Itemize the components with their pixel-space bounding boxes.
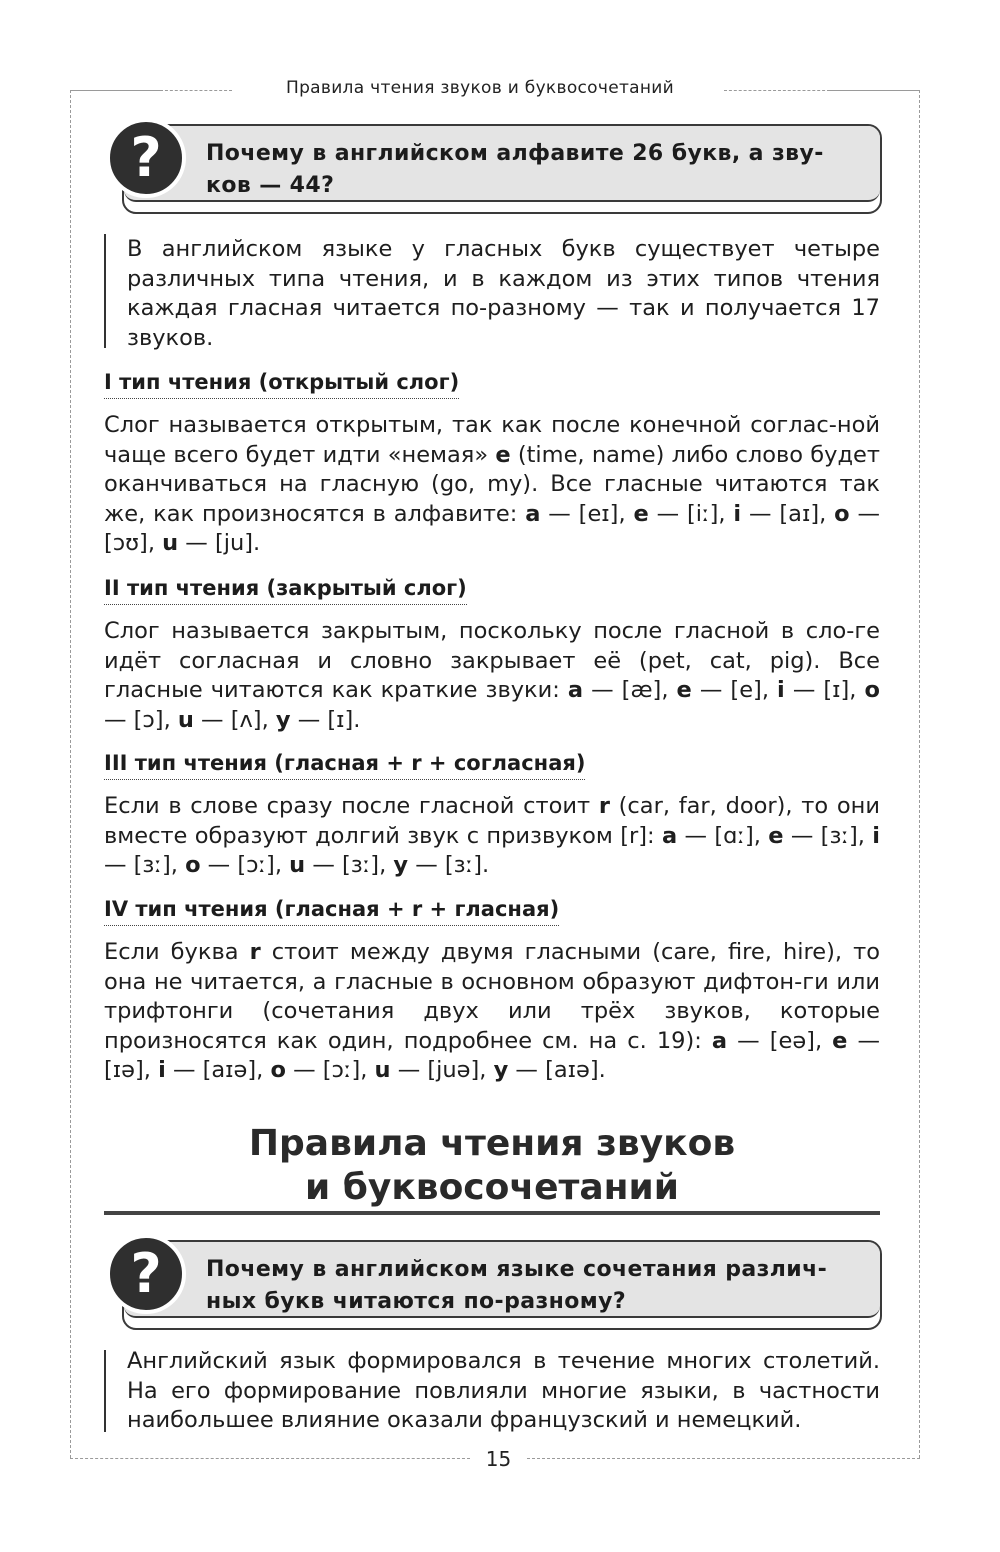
frame-bottom-left — [70, 1458, 470, 1459]
frame-top-right — [830, 90, 920, 91]
section-rule — [104, 1211, 880, 1215]
frame-right — [919, 90, 920, 1458]
outro-paragraph: Английский язык формировался в течение многих столетий. На его формирование повлияли многие языки, в частности наибольшее влияние оказали французский и немецкий. — [127, 1348, 880, 1434]
question-icon: ? — [106, 118, 186, 198]
page-number: 15 — [485, 1447, 512, 1471]
frame-left — [70, 90, 71, 1458]
intro-paragraph: В английском языке у гласных букв существует четыре различных типа чтения, и в каждом из этих типов чтения каждая гласная читается по-разному — так и получается 17 звуков. — [127, 236, 880, 351]
type-3-heading: III тип чтения (гласная + r + согласная) — [104, 749, 585, 780]
question-1-text: Почему в английском алфавите 26 букв, а зву- ков — 44? — [206, 141, 824, 198]
question-icon: ? — [106, 1234, 186, 1314]
outro-bar — [104, 1350, 106, 1432]
intro-bar — [104, 234, 106, 348]
section-title — [104, 1122, 880, 1210]
type-2-heading: II тип чтения (закрытый слог) — [104, 574, 467, 605]
frame-top-left — [70, 90, 160, 91]
section-title-line-1: Правила чтения звуков — [248, 1123, 736, 1164]
type-1-body: Слог называется открытым, так как после конечной соглас-ной чаще всего будет идти «немая» e (time, name) либо слово будет оканчиваться на гласную (go, my). Все гласные читаются так же, как произносятся в алфавите: a — [eɪ], e — [iː], i — [aɪ], o — [ɔʊ], u — [ju]. — [104, 412, 880, 557]
running-head: Правила чтения звуков и буквосочетаний — [285, 78, 675, 98]
type-4-body: Если буква r стоит между двумя гласными (care, fire, hire), то она не читается, а гласные в основном образуют дифтон-ги или трифтонги (сочетания двух или трёх звуков, которые произносятся как один, подробнее см. на с. 19): a — [eə], e — [ɪə], i — [aɪə], o — [ɔː], u — [juə], y — [aɪə]. — [104, 939, 881, 1084]
section-title-line-2: и буквосочетаний — [305, 1167, 679, 1208]
question-box-2 — [122, 1240, 882, 1330]
type-3-body: Если в слове сразу после гласной стоит r (car, far, door), то они вместе образуют долгий звук с призвуком [r]: a — [ɑː], e — [ɜː], i — [ɜː], o — [ɔː], u — [ɜː], y — [ɜː]. — [104, 793, 880, 879]
frame-bottom-right — [527, 1458, 920, 1459]
type-2-body: Слог называется закрытым, поскольку после гласной в сло-ге идёт согласная и словно закрывает её (pet, cat, pig). Все гласные читаются как краткие звуки: a — [æ], e — [e], i — [ɪ], o — [ɔ], u — [ʌ], y — [ɪ]. — [104, 618, 880, 733]
frame-top-right-dashed — [724, 90, 830, 91]
question-2-text: Почему в английском языке сочетания различ- ных букв читаются по-разному? — [206, 1257, 828, 1314]
type-4-heading: IV тип чтения (гласная + r + гласная) — [104, 895, 559, 926]
frame-top-left-dashed — [160, 90, 232, 91]
question-box-1 — [122, 124, 882, 214]
type-1-heading: I тип чтения (открытый слог) — [104, 368, 459, 399]
